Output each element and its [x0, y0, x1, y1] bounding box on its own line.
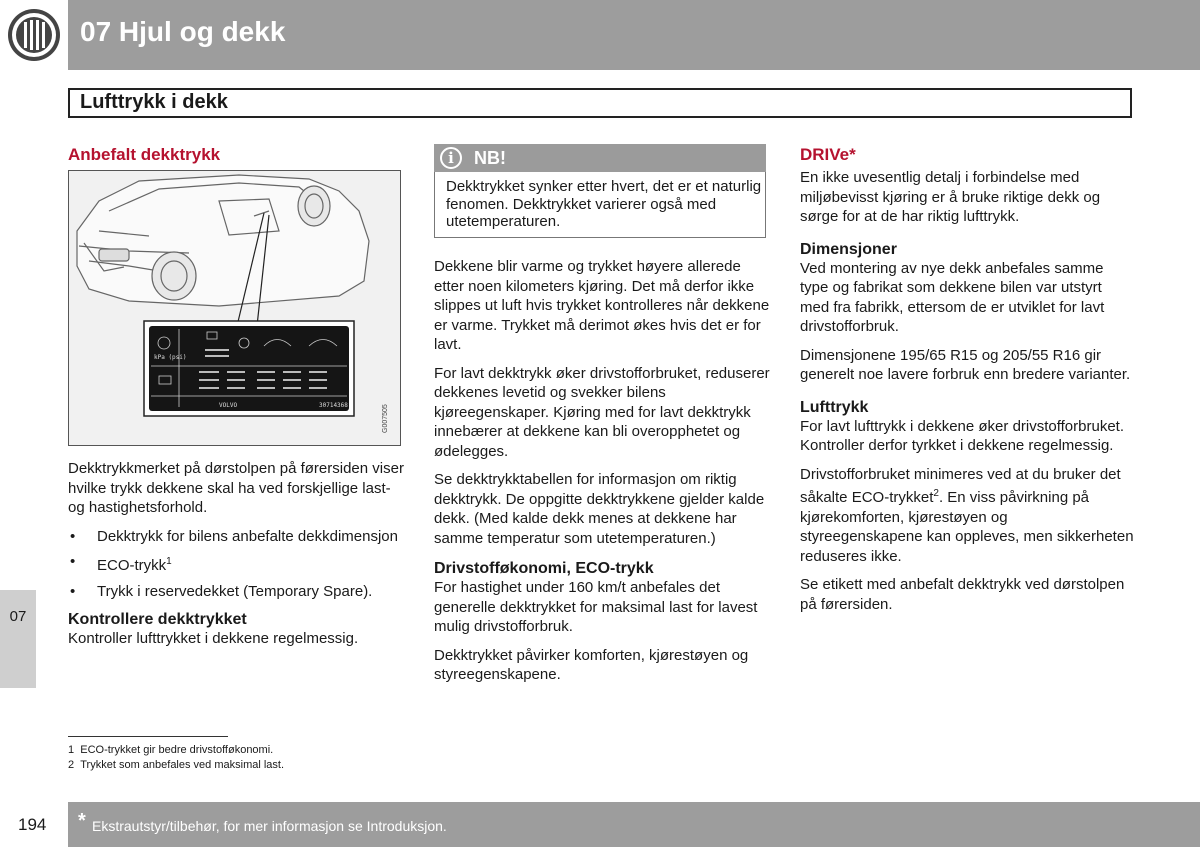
note-text: Dekktrykket synker etter hvert, det er et naturlig fenomen. Dekktrykket varierer også med utetemperaturen. [446, 178, 762, 230]
column-2-body [434, 257, 770, 685]
intro-paragraph: Dekktrykkmerket på dørstolpen på førersiden viser hvilke trykk dekkene skal ha ved forskjellige last- og hastighetsforhold. [68, 460, 404, 516]
paragraph: Dimensjonene 195/65 R15 og 205/55 R16 gir generelt noe lavere forbruk enn bredere varianter. [800, 346, 1131, 383]
check-paragraph: Kontroller lufttrykket i dekkene regelmessig. [68, 630, 359, 647]
paragraph: For lavt lufttrykk i dekkene øker drivstofforbruket. Kontroller derfor tyrkket i dekkene regelmessig. [800, 417, 1125, 454]
header-icon-area [0, 0, 68, 70]
label-brand-text: VOLVO [219, 402, 238, 409]
paragraph: Dekktrykket påvirker komforten, kjørestøyen og styreegenskapene. [434, 646, 749, 683]
paragraph: Drivstofforbruket minimeres ved at du bruker det såkalte ECO-trykket$^2$. En viss påvirkning på kjørekomforten, kjørestøyen og styreegenskapene kan oppleves, men sikkerheten reduseres ikke. [800, 465, 1134, 565]
list-item: • ECO-trykk$^1$ [68, 552, 408, 576]
heading-lufttrykk: Lufttrykk [800, 398, 869, 416]
footnote-divider [68, 736, 228, 737]
heading-drivstoffokonomi: Drivstofføkonomi, ECO-trykk [434, 560, 654, 577]
figure-code: G007505 [382, 404, 389, 433]
paragraph: Se etikett med anbefalt dekktrykk ved dørstolpen på førersiden. [800, 576, 1125, 613]
label-unit-text: kPa (psi) [154, 354, 187, 361]
heading-kontrollere-dekktrykket: Kontrollere dekktrykket [68, 611, 247, 628]
chapter-side-tab [0, 590, 36, 688]
footnote-1: 1 ECO-trykket gir bedre drivstofføkonomi. [68, 744, 274, 756]
footer-asterisk: * [78, 810, 86, 832]
list-item: • Dekktrykk for bilens anbefalte dekkdimensjon [68, 527, 408, 547]
column-1-body [68, 459, 408, 649]
footnote-2: 2 Trykket som anbefales ved maksimal last. [68, 759, 285, 771]
chapter-title: 07 Hjul og dekk [80, 16, 286, 47]
list-item: • Trykk i reservedekket (Temporary Spare). [68, 582, 408, 602]
chapter-side-tab-label: 07 [9, 608, 27, 625]
heading-anbefalt-dekktrykk: Anbefalt dekktrykk [68, 145, 221, 164]
tyre-pressure-label-figure [68, 170, 401, 446]
page-number: 194 [18, 815, 47, 834]
column-3-body [800, 168, 1134, 614]
heading-drive: DRIVe* [800, 145, 856, 164]
heading-dimensjoner: Dimensjoner [800, 240, 897, 258]
label-code-text: 30714368 [319, 402, 348, 409]
paragraph: For hastighet under 160 km/t anbefales det generelle dekktrykket for maksimal last for lavest mulig drivstofforbruk. [434, 579, 758, 635]
info-icon: i [440, 147, 462, 169]
tyre-icon [0, 0, 68, 70]
paragraph: Se dekktrykktabellen for informasjon om riktig dekktrykk. De oppgitte dekktrykkene gjelder kalde dekk. (Med kalde dekk menes at dekkene har samme temperatur som utetemperaturen.) [434, 471, 765, 547]
paragraph: Ved montering av nye dekk anbefales samme type og fabrikat som dekkene bilen var utstyrt med fra fabrikk, ettersom de er utviklet for lavt drivstofforbruk. [800, 259, 1105, 335]
paragraph: For lavt dekktrykk øker drivstofforbruket, reduserer dekkenes levetid og svekker bilens kjøreegenskaper. Kjøring med for lavt dekktrykk innebærer at dekkene kan bli overopphetet og ødelegges. [434, 364, 770, 460]
paragraph: Dekkene blir varme og trykket høyere allerede etter noen kilometers kjøring. Det må derfor ikke slippes ut luft hvis trykket kontrolleres når dekkene er varme. Trykket må derimot økes hvis det er for lavt. [434, 258, 770, 353]
bullet-list [68, 527, 408, 602]
paragraph: En ikke uvesentlig detalj i forbindelse med miljøbevisst kjøring er å bruke riktige dekk og sørge for at de har riktig lufttrykk. [800, 169, 1101, 225]
note-title: NB! [474, 148, 506, 168]
footer-note: Ekstrautstyr/tilbehør, for mer informasjon se Introduksjon. [92, 818, 447, 834]
car-illustration [69, 171, 400, 445]
section-title: Lufttrykk i dekk [80, 91, 228, 113]
